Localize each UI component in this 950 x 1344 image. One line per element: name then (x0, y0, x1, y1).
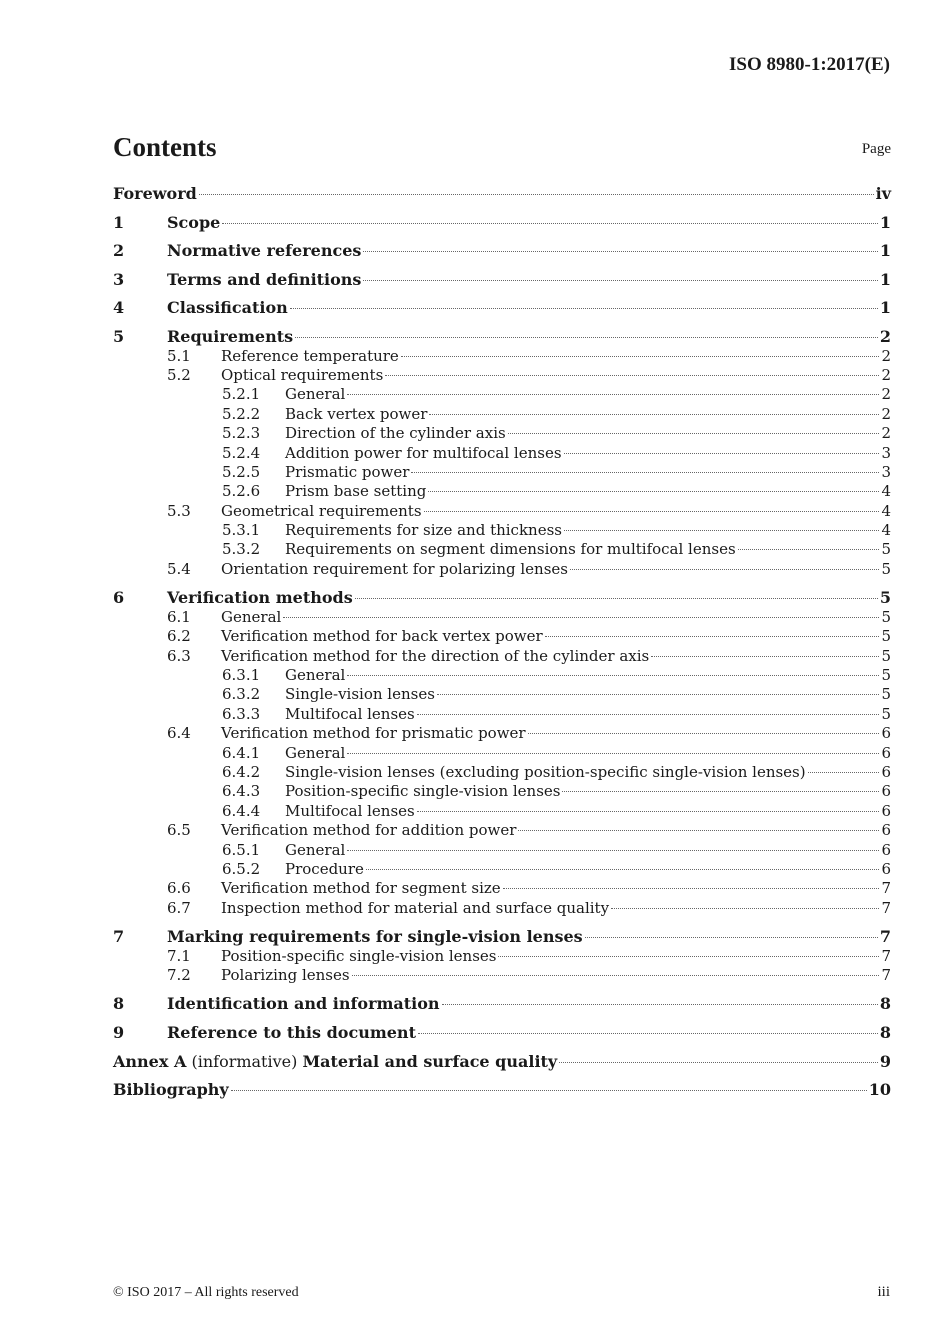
toc-entry-page: 5 (881, 559, 891, 578)
toc-entry[interactable] (113, 627, 891, 646)
toc-entry-title: Scope (167, 212, 221, 232)
toc-entry[interactable] (113, 899, 891, 918)
toc-entry[interactable] (113, 608, 891, 627)
toc-entry[interactable] (113, 560, 891, 579)
toc-entry[interactable] (113, 966, 891, 985)
toc-entry-number: 6.3.3 (222, 704, 261, 723)
toc-entry[interactable] (113, 424, 891, 443)
toc-dot-leader (366, 869, 880, 870)
toc-entry-page: 6 (881, 840, 891, 859)
toc-dot-leader (283, 617, 879, 618)
footer-page-number: iii (877, 1284, 890, 1300)
toc-entry-title: Direction of the cylinder axis (285, 424, 506, 443)
toc-entry[interactable] (113, 405, 891, 424)
toc-entry[interactable] (113, 782, 891, 801)
toc-dot-leader (418, 1033, 878, 1034)
toc-entry[interactable] (113, 879, 891, 898)
toc-entry-number: 5.1 (167, 346, 191, 365)
toc-entry-number: 6.4.4 (222, 801, 261, 820)
toc-entry-page: 6 (881, 801, 891, 820)
toc-dot-leader (503, 888, 880, 889)
toc-annex-title: Material and surface quality (302, 1051, 558, 1071)
toc-entry-title: Requirements (167, 326, 294, 346)
toc-entry-title: Single-vision lenses (285, 685, 435, 704)
toc-entry-page: 2 (881, 424, 891, 443)
toc-dot-leader (429, 414, 879, 415)
toc-entry-title: Optical requirements (221, 365, 384, 384)
toc-entry-title: Multifocal lenses (285, 704, 415, 723)
toc-entry-page: 10 (868, 1080, 891, 1100)
toc-entry[interactable] (113, 994, 891, 1014)
toc-dot-leader (498, 956, 879, 957)
toc-entry[interactable] (113, 647, 891, 666)
toc-entry[interactable] (113, 184, 891, 204)
toc-entry-number: 6.5 (167, 821, 191, 840)
toc-entry-title: Geometrical requirements (221, 501, 422, 520)
toc-entry-page: 7 (879, 927, 891, 947)
document-id: ISO 8980-1:2017(E) (729, 54, 890, 75)
toc-entry-title: Verification method for the direction of the cylinder axis (221, 646, 650, 665)
toc-entry[interactable] (113, 927, 891, 947)
toc-entry[interactable] (113, 241, 891, 261)
toc-dot-leader (651, 656, 879, 657)
toc-dot-leader (417, 811, 880, 812)
toc-dot-leader (564, 530, 879, 531)
toc-annex-prefix: Annex A (113, 1051, 187, 1071)
toc-entry[interactable] (113, 298, 891, 318)
toc-entry-number: 6 (113, 588, 125, 608)
toc-entry-number: 6.3.2 (222, 685, 261, 704)
toc-entry-page: 5 (881, 704, 891, 723)
toc-dot-leader (231, 1090, 867, 1091)
toc-entry-title: Prismatic power (285, 462, 410, 481)
toc-dot-leader (442, 1004, 878, 1005)
toc-entry-page: 5 (881, 646, 891, 665)
toc-entry-number: 6.7 (167, 898, 191, 917)
toc-entry-number: 5.2.2 (222, 404, 261, 423)
toc-dot-leader (363, 251, 877, 252)
toc-entry-number: 4 (113, 298, 125, 318)
toc-dot-leader (347, 753, 879, 754)
toc-entry[interactable] (113, 588, 891, 608)
toc-dot-leader (518, 830, 879, 831)
toc-entry[interactable] (113, 685, 891, 704)
toc-entry-number: 5.4 (167, 559, 191, 578)
toc-dot-leader (424, 511, 880, 512)
table-of-contents (113, 184, 891, 1100)
toc-entry-number: 5.2.3 (222, 424, 261, 443)
toc-entry-number: 3 (113, 269, 125, 289)
toc-dot-leader (528, 733, 880, 734)
page-title: Contents (113, 132, 217, 162)
toc-dot-leader (585, 937, 878, 938)
toc-entry-page: 6 (881, 743, 891, 762)
toc-entry-title: Verification method for back vertex power (221, 627, 543, 646)
toc-entry-number: 6.3.1 (222, 666, 261, 685)
toc-entry-number: 5.3.1 (222, 521, 261, 540)
toc-entry[interactable] (113, 385, 891, 404)
toc-entry-number: 5.3.2 (222, 540, 261, 559)
toc-dot-leader (508, 433, 880, 434)
toc-entry-page: 5 (881, 685, 891, 704)
toc-entry-page: 6 (881, 821, 891, 840)
toc-entry[interactable] (113, 947, 891, 966)
toc-entry-number: 6.1 (167, 607, 191, 626)
toc-entry[interactable] (113, 860, 891, 879)
toc-entry-number: 7 (113, 927, 125, 947)
toc-entry-title: Marking requirements for single-vision lenses (167, 927, 583, 947)
toc-entry-page: 5 (881, 666, 891, 685)
toc-dot-leader (401, 356, 880, 357)
toc-entry-page: 1 (879, 298, 891, 318)
toc-entry-number: 7.1 (167, 946, 191, 965)
toc-entry[interactable] (113, 724, 891, 743)
toc-entry[interactable] (113, 744, 891, 763)
toc-entry-number: 6.4.2 (222, 762, 261, 781)
toc-entry-page: 5 (881, 627, 891, 646)
toc-entry-title: Verification methods (167, 588, 353, 608)
toc-entry-page: 6 (881, 762, 891, 781)
toc-entry-number: 5.2.6 (222, 482, 261, 501)
toc-entry[interactable] (113, 802, 891, 821)
toc-dot-leader (611, 908, 879, 909)
toc-entry[interactable] (113, 347, 891, 366)
toc-entry[interactable] (113, 482, 891, 501)
toc-entry-number: 6.5.2 (222, 859, 261, 878)
toc-entry-page: 3 (881, 443, 891, 462)
toc-entry-number: 6.5.1 (222, 840, 261, 859)
toc-entry[interactable] (113, 1080, 891, 1100)
toc-entry-number: 6.4.3 (222, 782, 261, 801)
toc-entry[interactable] (113, 763, 891, 782)
toc-entry-page: 3 (881, 462, 891, 481)
toc-dot-leader (363, 280, 877, 281)
toc-entry-title: Classification (167, 298, 288, 318)
toc-entry-title: Reference to this document (167, 1023, 416, 1043)
toc-dot-leader (347, 394, 879, 395)
toc-entry[interactable] (113, 521, 891, 540)
toc-entry-page: 5 (881, 607, 891, 626)
toc-entry-page: 1 (879, 269, 891, 289)
toc-entry-title: Single-vision lenses (excluding position-specific single-vision lenses) (285, 762, 806, 781)
toc-entry[interactable] (113, 213, 891, 233)
toc-entry-title: Prism base setting (285, 482, 427, 501)
toc-dot-leader (290, 308, 878, 309)
toc-entry-page: 8 (879, 994, 891, 1014)
toc-entry-title: Requirements on segment dimensions for multifocal lenses (285, 540, 736, 559)
toc-entry-page: 2 (881, 346, 891, 365)
toc-dot-leader (199, 194, 874, 195)
toc-entry-number: 6.6 (167, 879, 191, 898)
toc-entry-title: Orientation requirement for polarizing lenses (221, 559, 568, 578)
toc-entry-page: 7 (881, 898, 891, 917)
toc-entry-title: Procedure (285, 859, 364, 878)
toc-dot-leader (347, 675, 879, 676)
toc-entry-page: 6 (881, 859, 891, 878)
toc-entry-page: iv (875, 184, 891, 203)
toc-entry-page: 4 (881, 482, 891, 501)
toc-entry-number: 2 (113, 241, 125, 261)
toc-entry-title: Addition power for multifocal lenses (285, 443, 562, 462)
toc-entry[interactable] (113, 705, 891, 724)
toc-entry-number: 5 (113, 326, 125, 346)
toc-entry-title: General (285, 840, 346, 859)
toc-dot-leader (355, 598, 878, 599)
page-column-label: Page (861, 141, 891, 157)
toc-entry-title: Position-specific single-vision lenses (285, 782, 561, 801)
toc-entry[interactable] (113, 327, 891, 347)
toc-entry-page: 5 (881, 540, 891, 559)
toc-entry-page: 6 (881, 724, 891, 743)
toc-entry-number: 5.3 (167, 501, 191, 520)
toc-entry-title: General (285, 666, 346, 685)
toc-entry-page: 5 (879, 588, 891, 608)
toc-entry-number: 5.2 (167, 365, 191, 384)
toc-entry[interactable] (113, 666, 891, 685)
toc-entry[interactable] (113, 540, 891, 559)
toc-dot-leader (562, 791, 879, 792)
toc-entry-page: 7 (881, 879, 891, 898)
toc-entry-number: 6.2 (167, 627, 191, 646)
toc-entry-title: Verification method for segment size (221, 879, 501, 898)
toc-entry-page: 2 (881, 404, 891, 423)
toc-dot-leader (738, 549, 880, 550)
toc-entry-title: General (285, 385, 346, 404)
toc-entry-page: 2 (881, 365, 891, 384)
toc-entry[interactable] (113, 444, 891, 463)
toc-entry-title: Position-specific single-vision lenses (221, 946, 497, 965)
toc-entry[interactable] (113, 463, 891, 482)
toc-entry-number: 6.4 (167, 724, 191, 743)
toc-dot-leader (559, 1062, 878, 1063)
toc-entry-page: 7 (881, 946, 891, 965)
toc-dot-leader (222, 223, 878, 224)
toc-entry[interactable] (113, 366, 891, 385)
toc-entry[interactable] (113, 821, 891, 840)
toc-entry-page: 7 (881, 966, 891, 985)
toc-entry-page: 6 (881, 782, 891, 801)
toc-entry-page: 2 (879, 326, 891, 346)
toc-entry-title: Reference temperature (221, 346, 399, 365)
toc-dot-leader (295, 337, 878, 338)
toc-entry-title: Terms and definitions (167, 269, 362, 289)
toc-entry[interactable] (113, 502, 891, 521)
toc-entry-number: 5.2.5 (222, 462, 261, 481)
toc-dot-leader (385, 375, 879, 376)
toc-entry-number: 5.2.1 (222, 385, 261, 404)
toc-entry[interactable] (113, 270, 891, 290)
toc-entry-title: General (221, 607, 282, 626)
toc-entry-number: 9 (113, 1023, 125, 1043)
toc-entry-title: Normative references (167, 241, 362, 261)
toc-entry-page: 9 (879, 1051, 891, 1071)
toc-dot-leader (411, 472, 879, 473)
toc-entry-title: Identification and information (167, 994, 440, 1014)
toc-annex-type: (informative) (186, 1051, 303, 1071)
toc-entry-title: Multifocal lenses (285, 801, 415, 820)
toc-entry-number: 8 (113, 994, 125, 1014)
toc-entry-title: Bibliography (113, 1080, 229, 1100)
toc-entry-title: Requirements for size and thickness (285, 521, 562, 540)
toc-entry-title: Back vertex power (285, 404, 428, 423)
toc-dot-leader (428, 491, 879, 492)
toc-dot-leader (352, 975, 880, 976)
toc-dot-leader (417, 714, 880, 715)
toc-entry-title: Inspection method for material and surface quality (221, 898, 610, 917)
toc-entry-page: 1 (879, 241, 891, 261)
toc-entry-title: Verification method for prismatic power (221, 724, 526, 743)
toc-dot-leader (347, 850, 879, 851)
toc-entry-page: 4 (881, 521, 891, 540)
toc-entry-title: General (285, 743, 346, 762)
toc-entry-title (113, 1052, 557, 1071)
toc-dot-leader (808, 772, 880, 773)
toc-entry-number: 6.4.1 (222, 743, 261, 762)
footer-copyright: © ISO 2017 – All rights reserved (113, 1285, 299, 1300)
toc-entry-page: 8 (879, 1023, 891, 1043)
toc-entry-page: 4 (881, 501, 891, 520)
toc-entry-page: 2 (881, 385, 891, 404)
toc-entry-number: 5.2.4 (222, 443, 261, 462)
toc-entry-title: Verification method for addition power (221, 821, 517, 840)
toc-entry-title: Polarizing lenses (221, 966, 350, 985)
toc-entry[interactable] (113, 841, 891, 860)
toc-dot-leader (564, 453, 880, 454)
toc-entry-number: 1 (113, 212, 125, 232)
toc-entry-number: 7.2 (167, 966, 191, 985)
toc-entry-number: 6.3 (167, 646, 191, 665)
toc-dot-leader (570, 569, 879, 570)
toc-entry[interactable] (113, 1023, 891, 1043)
toc-dot-leader (437, 694, 880, 695)
toc-dot-leader (545, 636, 880, 637)
toc-entry-title: Foreword (113, 184, 197, 203)
toc-entry-page: 1 (879, 212, 891, 232)
toc-entry[interactable] (113, 1052, 891, 1072)
